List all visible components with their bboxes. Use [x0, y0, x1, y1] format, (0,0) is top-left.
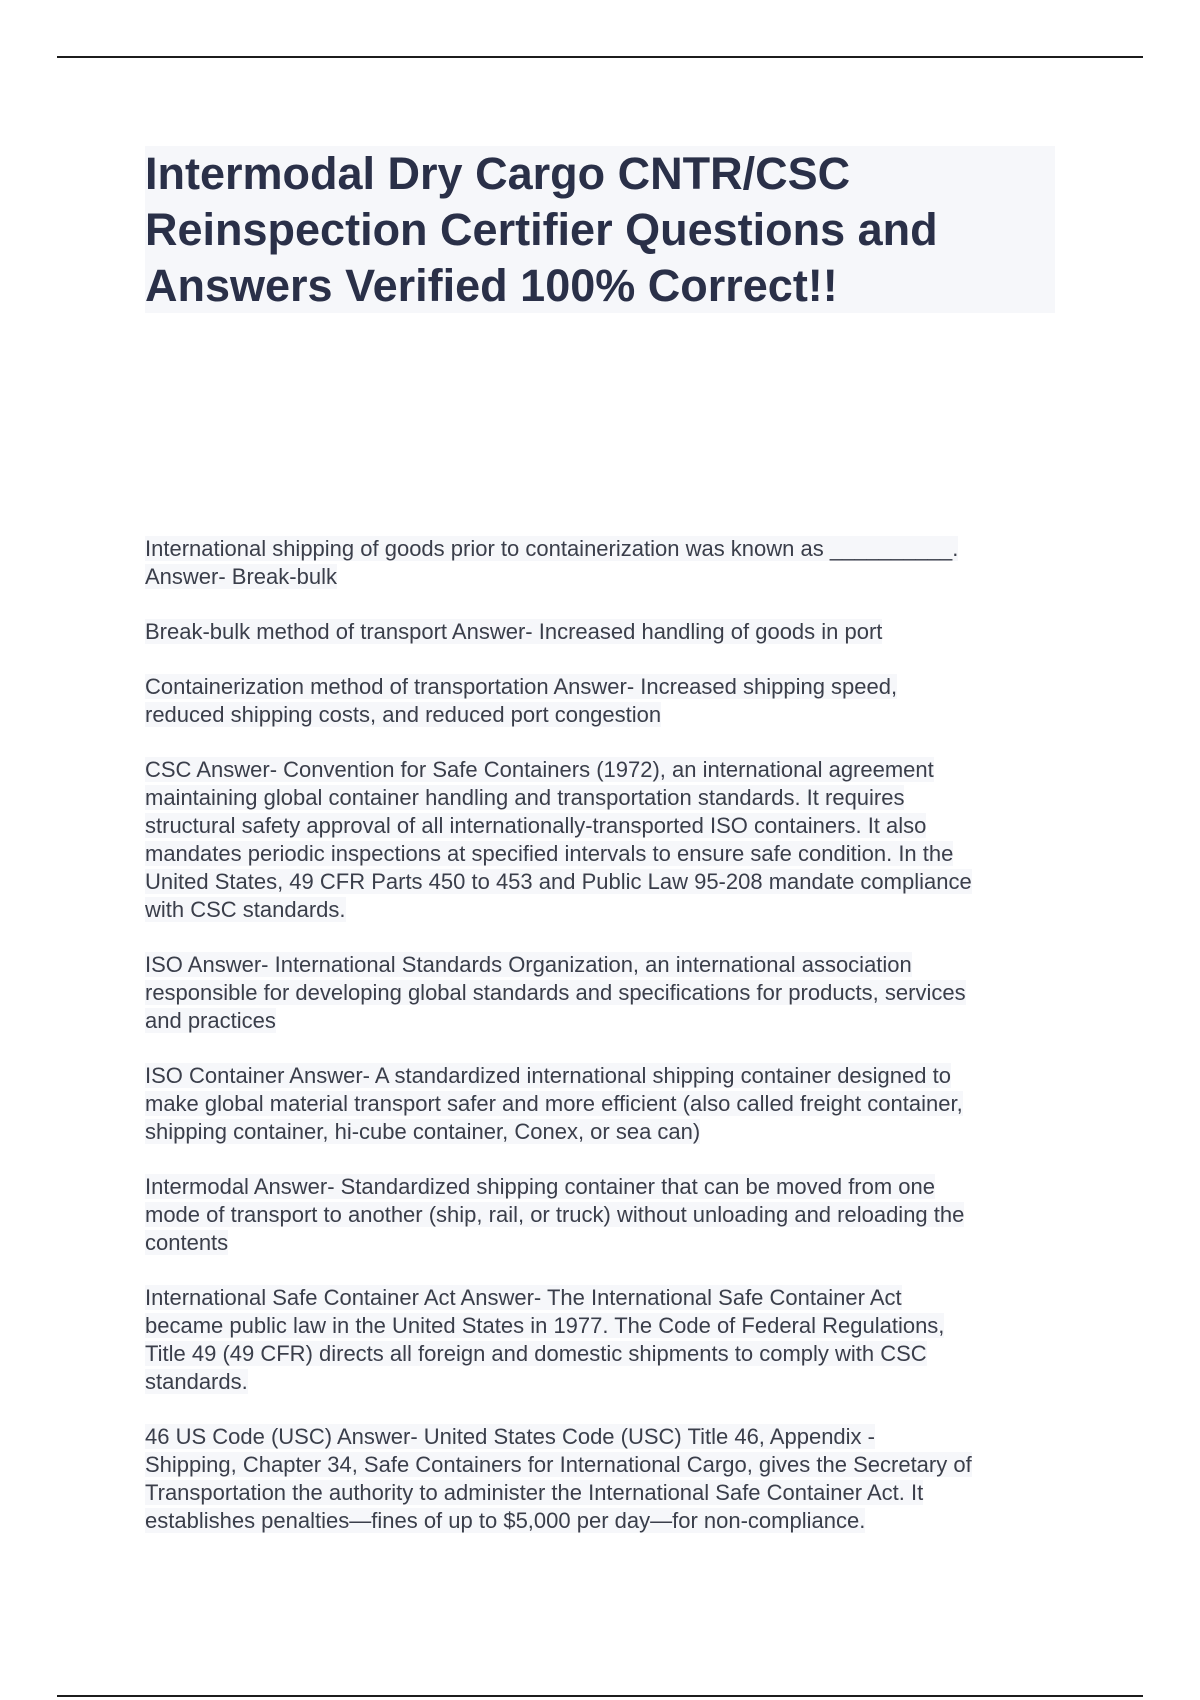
qa-text: Containerization method of transportation Answer- Increased shipping speed, reduced shipping costs, and reduced port congestion	[145, 674, 898, 727]
qa-item	[145, 1062, 1065, 1146]
page-title: Intermodal Dry Cargo CNTR/CSC Reinspection Certifier Questions and Answers Verified 100% Correct!!	[145, 148, 938, 311]
qa-text: CSC Answer- Convention for Safe Containers (1972), an international agreement maintaining global container handling and transportation standards. It requires structural safety approval of all internationally-transported ISO containers. It also mandates periodic inspections at specified intervals to ensure safe condition. In the United States, 49 CFR Parts 450 to 453 and Public Law 95-208 mandate compliance with CSC standards.	[145, 757, 972, 922]
qa-item	[145, 1423, 1065, 1535]
qa-text: International shipping of goods prior to containerization was known as __________. Answer- Break-bulk	[145, 536, 959, 589]
qa-item	[145, 756, 1065, 924]
qa-list	[145, 535, 1065, 1562]
qa-text: Break-bulk method of transport Answer- Increased handling of goods in port	[145, 619, 883, 644]
top-rule	[57, 56, 1143, 58]
title-block	[145, 146, 1055, 313]
qa-item	[145, 673, 1065, 729]
qa-text: 46 US Code (USC) Answer- United States Code (USC) Title 46, Appendix - Shipping, Chapter 34, Safe Containers for International Cargo, gives the Secretary of Transportation the authority to administer the International Safe Container Act. It establishes penalties—fines of up to $5,000 per day—for non-compliance.	[145, 1424, 972, 1533]
qa-text: ISO Answer- International Standards Organization, an international association responsible for developing global standards and specifications for products, services and practices	[145, 952, 966, 1033]
qa-item	[145, 535, 1065, 591]
qa-item	[145, 951, 1065, 1035]
qa-text: International Safe Container Act Answer- The International Safe Container Act became public law in the United States in 1977. The Code of Federal Regulations, Title 49 (49 CFR) directs all foreign and domestic shipments to comply with CSC standards.	[145, 1285, 945, 1394]
qa-item	[145, 1173, 1065, 1257]
qa-item	[145, 1284, 1065, 1396]
qa-text: ISO Container Answer- A standardized international shipping container designed to make global material transport safer and more efficient (also called freight container, shipping container, hi-cube container, Conex, or sea can)	[145, 1063, 963, 1144]
qa-text: Intermodal Answer- Standardized shipping container that can be moved from one mode of transport to another (ship, rail, or truck) without unloading and reloading the contents	[145, 1174, 965, 1255]
qa-item	[145, 618, 1065, 646]
bottom-rule	[57, 1695, 1143, 1697]
